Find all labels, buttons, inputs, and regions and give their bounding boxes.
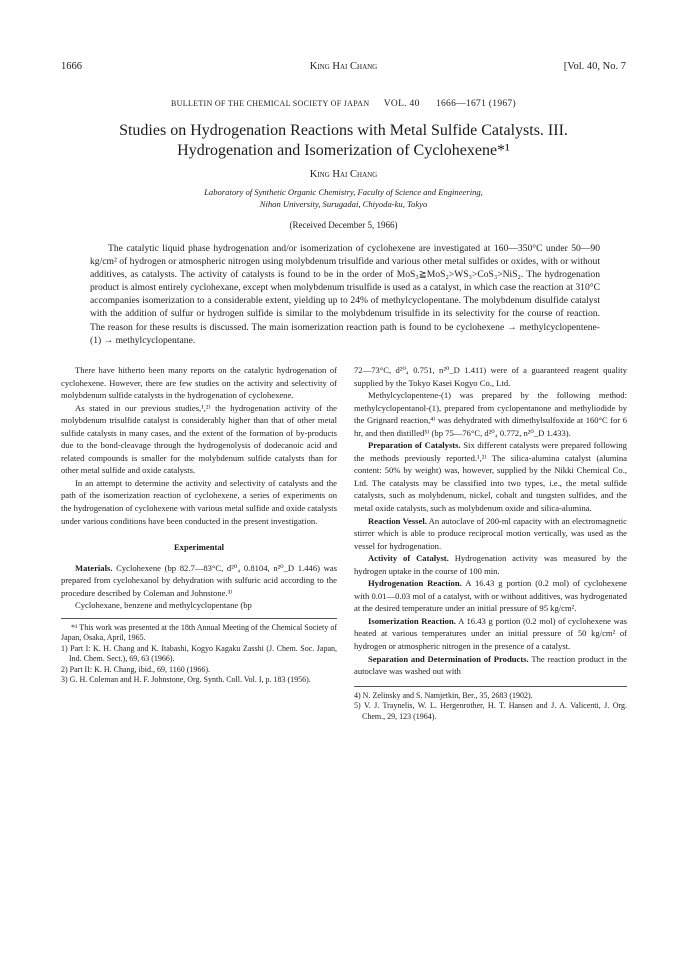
title-line-2: Hydrogenation and Isomerization of Cyclohexene*¹ xyxy=(177,142,510,159)
page-number: 1666 xyxy=(61,61,82,72)
catalyst-preparation-paragraph xyxy=(354,439,627,514)
separation-heading: Separation and Determination of Products. xyxy=(368,653,529,664)
footnote-divider-right xyxy=(354,686,627,687)
intro-paragraph-2: As stated in our previous studies,¹,²⁾ the hydrogenation activity of the molybdenum trisulfide catalyst is considerably higher than that of other metal sulfide catalysts in many cases, and the extent of the formation of by-products due to the bond-cleavage through the hydrogenolysis of dodecanoic acid and related compounds is smaller for the molybdenum sulfide catalysts than for other metal sulfide and oxide catalysts. xyxy=(61,402,337,476)
catalyst-activity-paragraph xyxy=(354,552,627,577)
reaction-vessel-text: An autoclave of 200-ml capacity with an electromagnetic stirrer which is able to produce reciprocal motion vertically, was used as the vessel for hydrogenation. xyxy=(354,515,627,551)
section-heading-experimental: Experimental xyxy=(173,542,225,553)
catalyst-activity-heading: Activity of Catalyst. xyxy=(368,553,449,564)
footnote-1: 1) Part I: K. H. Chang and K. Itabashi, Kogyo Kagaku Zasshi (J. Chem. Soc. Japan, Ind. Chem. Sect.), 69, 63 (1966). xyxy=(61,643,337,664)
volume-issue: [Vol. 40, No. 7 xyxy=(563,61,626,72)
footnote-5: 5) V. J. Traynelis, W. L. Hergenrother, H. T. Hansen and J. A. Valicenti, J. Org. Chem., 29, 123 (1964). xyxy=(354,701,627,721)
hydrogenation-reaction-paragraph xyxy=(354,577,627,615)
journal-name: BULLETIN OF THE CHEMICAL SOCIETY OF JAPAN xyxy=(171,99,370,108)
journal-pages-year: 1666—1671 (1967) xyxy=(435,99,516,109)
separation-text: The reaction product in the autoclave was washed out with xyxy=(354,653,627,677)
abstract xyxy=(90,242,600,347)
author-name: King Hai Chang xyxy=(309,169,378,180)
footnote-4: 4) N. Zelinsky and S. Namjetkin, Ber., 35, 2683 (1902). xyxy=(354,690,533,700)
materials-paragraph xyxy=(61,562,337,600)
reaction-vessel-heading: Reaction Vessel. xyxy=(368,515,427,526)
journal-volume: VOL. 40 xyxy=(383,99,420,109)
footnote-star: *¹ This work was presented at the 18th Annual Meeting of the Chemical Society of Japan, Osaka, April, 1965. xyxy=(61,622,337,643)
reaction-vessel-paragraph xyxy=(354,515,627,553)
running-header xyxy=(61,61,626,75)
footnote-2: 2) Part II: K. H. Chang, ibid., 69, 1160 (1966). xyxy=(61,664,211,674)
hydrogenation-reaction-text: A 16.43 g portion (0.2 mol) of cyclohexene with 0.01—0.03 mol of a catalyst, with or without additives, was hydrogenated at the desired temperature under an initial pressure of 95 kg/cm². xyxy=(354,578,627,614)
right-column xyxy=(354,364,627,722)
title-line-1: Studies on Hydrogenation Reactions with Metal Sulfide Catalysts. III. xyxy=(119,122,568,139)
footnotes-left xyxy=(61,623,337,686)
isomerization-reaction-text: A 16.43 g portion (0.2 mol) of cyclohexene was heated at various temperatures under an initial pressure of 50 kg/cm² of hydrogen or atmospheric nitrogen in the presence of a catalyst. xyxy=(354,615,627,652)
catalyst-activity-text: Hydrogenation activity was measured by the hydrogen uptake in the course of 100 min. xyxy=(354,553,627,576)
paper-title xyxy=(61,121,626,161)
separation-paragraph xyxy=(354,653,627,678)
materials-text: Cyclohexene (bp 82.7—83°C, d²⁰₄ 0.8104, n²⁰_D 1.446) was prepared from cyclohexanol by dehydration with sulfuric acid according to the procedure described by Coleman and Johnstone.³⁾ xyxy=(61,562,337,598)
intro-paragraph-1: There have hitherto been many reports on the catalytic hydrogenation of cyclohexene. However, there are few studies on the activity and selectivity of molybdenum sulfide catalysts in the hydrogenation of cyclohexene. xyxy=(61,365,337,401)
materials-heading: Materials. xyxy=(75,562,113,573)
footnote-divider xyxy=(61,618,337,619)
catalyst-preparation-heading: Preparation of Catalysts. xyxy=(368,440,461,451)
affiliation xyxy=(61,186,626,210)
affiliation-line-1: Laboratory of Synthetic Organic Chemistry, Faculty of Science and Engineering, xyxy=(204,187,483,197)
footnote-3: 3) G. H. Coleman and H. F. Johnstone, Org. Synth. Coll. Vol. I, p. 183 (1956). xyxy=(61,675,311,685)
catalyst-preparation-text: Six different catalysts were prepared following the methods previously reported.¹,²⁾ The silica-alumina catalyst (alumina content: 50% by weight) was, however, supplied by the Nikki Chemical Co., Ltd. The catalysts may be classified into two types, i.e., the metal sulfide catalysts, such as molybdenum, nickel, cobalt and tungsten sulfides, and the metal oxide catalysts, such as molybdenum oxide and silica-alumina. xyxy=(354,440,627,514)
right-paragraph-1: 72—73°C, d²⁰₄ 0.751, n²⁰_D 1.411) were of a guaranteed reagent quality supplied by the Tokyo Kasei Kogyo Co., Ltd. xyxy=(354,365,627,388)
abstract-text: The catalytic liquid phase hydrogenation and/or isomerization of cyclohexene are investigated at 160—350°C under 50—90 kg/cm² of hydrogen or atmospheric nitrogen using molybdenum trisulfide and various other metal sulfides or oxides, with or without additives, as catalysts. The activity of catalysts is found to be in the order of MoS₃≧MoS₂>WS₃>CoS₃>NiS₂. The hydrogenation product is almost entirely cyclohexane, except when molybdenum trisulfide is used as a catalyst, in which case the reaction at 310°C accompanies isomerization to a considerable extent, yielding up to 24% of methylcyclopentane. The molybdenum disulfide catalyst with the addition of sulfur or hydrogen sulfide is similar to the molybdenum trisulfide in its selectivity for the course of reaction. The reason for these results is discussed. The main isomerization reaction path is found to be cyclohexene → methylcyclopentene-(1) → methylcyclopentane. xyxy=(90,243,600,346)
isomerization-reaction-heading: Isomerization Reaction. xyxy=(368,615,456,626)
materials-paragraph-2: Cyclohexane, benzene and methylcyclopentane (bp xyxy=(75,600,252,611)
hydrogenation-reaction-heading: Hydrogenation Reaction. xyxy=(368,578,462,589)
running-author: King Hai Chang xyxy=(309,61,378,72)
journal-citation-line xyxy=(61,99,626,109)
intro-paragraph-3: In an attempt to determine the activity and selectivity of catalysts and the path of the isomerization reaction of cyclohexene, a series of experiments on the hydrogenation of cyclohexene with various metal sulfide and oxide catalysts under various conditions have been conducted in the present investigation. xyxy=(61,477,337,526)
left-column xyxy=(61,364,337,686)
right-paragraph-2: Methylcyclopentene-(1) was prepared by the following method: methylcyclopentanol-(1), prepared from cyclopentanone and methyliodide by the Grignard reaction,⁴⁾ was dehydrated with dimethylsulfoxide at 160°C for 6 hr, and then distilled⁵⁾ (bp 75—76°C, d²⁰₄ 0.772, n²⁰_D 1.433). xyxy=(354,390,627,438)
received-date: (Received December 5, 1966) xyxy=(289,220,398,230)
affiliation-line-2: Nihon University, Surugadai, Chiyoda-ku, Tokyo xyxy=(259,199,428,209)
isomerization-reaction-paragraph xyxy=(354,615,627,653)
footnotes-right xyxy=(354,691,627,723)
